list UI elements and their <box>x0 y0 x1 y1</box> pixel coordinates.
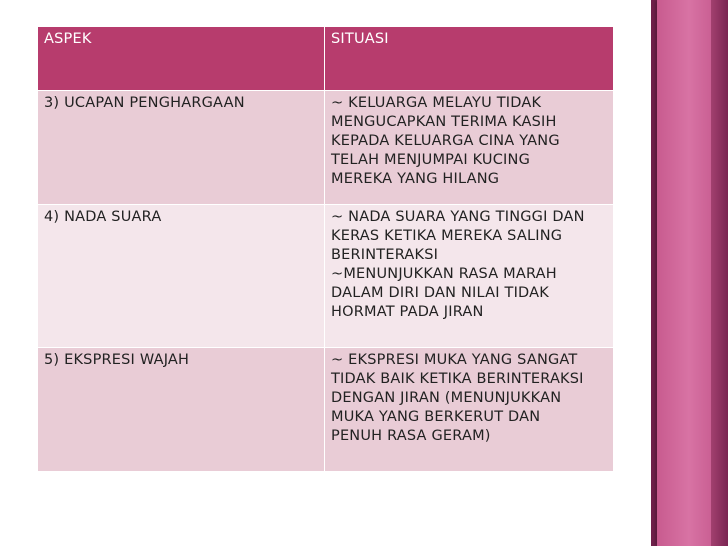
cell-situasi: ~ NADA SUARA YANG TINGGI DAN KERAS KETIKA MEREKA SALING BERINTERAKSI ~MENUNJUKKAN RASA MARAH DALAM DIRI DAN NILAI TIDAK HORMAT PADA JIRAN <box>325 205 614 348</box>
table-header-row <box>38 27 614 91</box>
header-situasi: SITUASI <box>325 27 614 91</box>
cell-aspek: 3) UCAPAN PENGHARGAAN <box>38 91 325 205</box>
cell-aspek: 4) NADA SUARA <box>38 205 325 348</box>
table-row <box>38 205 614 348</box>
table-row <box>38 91 614 205</box>
side-decoration-bar-edge <box>711 0 728 546</box>
aspek-situasi-table <box>37 26 614 472</box>
cell-situasi: ~ EKSPRESI MUKA YANG SANGAT TIDAK BAIK KETIKA BERINTERAKSI DENGAN JIRAN (MENUNJUKKAN MUKA YANG BERKERUT DAN PENUH RASA GERAM) <box>325 348 614 472</box>
header-aspek: ASPEK <box>38 27 325 91</box>
table-row <box>38 348 614 472</box>
cell-aspek: 5) EKSPRESI WAJAH <box>38 348 325 472</box>
cell-situasi: ~ KELUARGA MELAYU TIDAK MENGUCAPKAN TERIMA KASIH KEPADA KELUARGA CINA YANG TELAH MENJUMPAI KUCING MEREKA YANG HILANG <box>325 91 614 205</box>
